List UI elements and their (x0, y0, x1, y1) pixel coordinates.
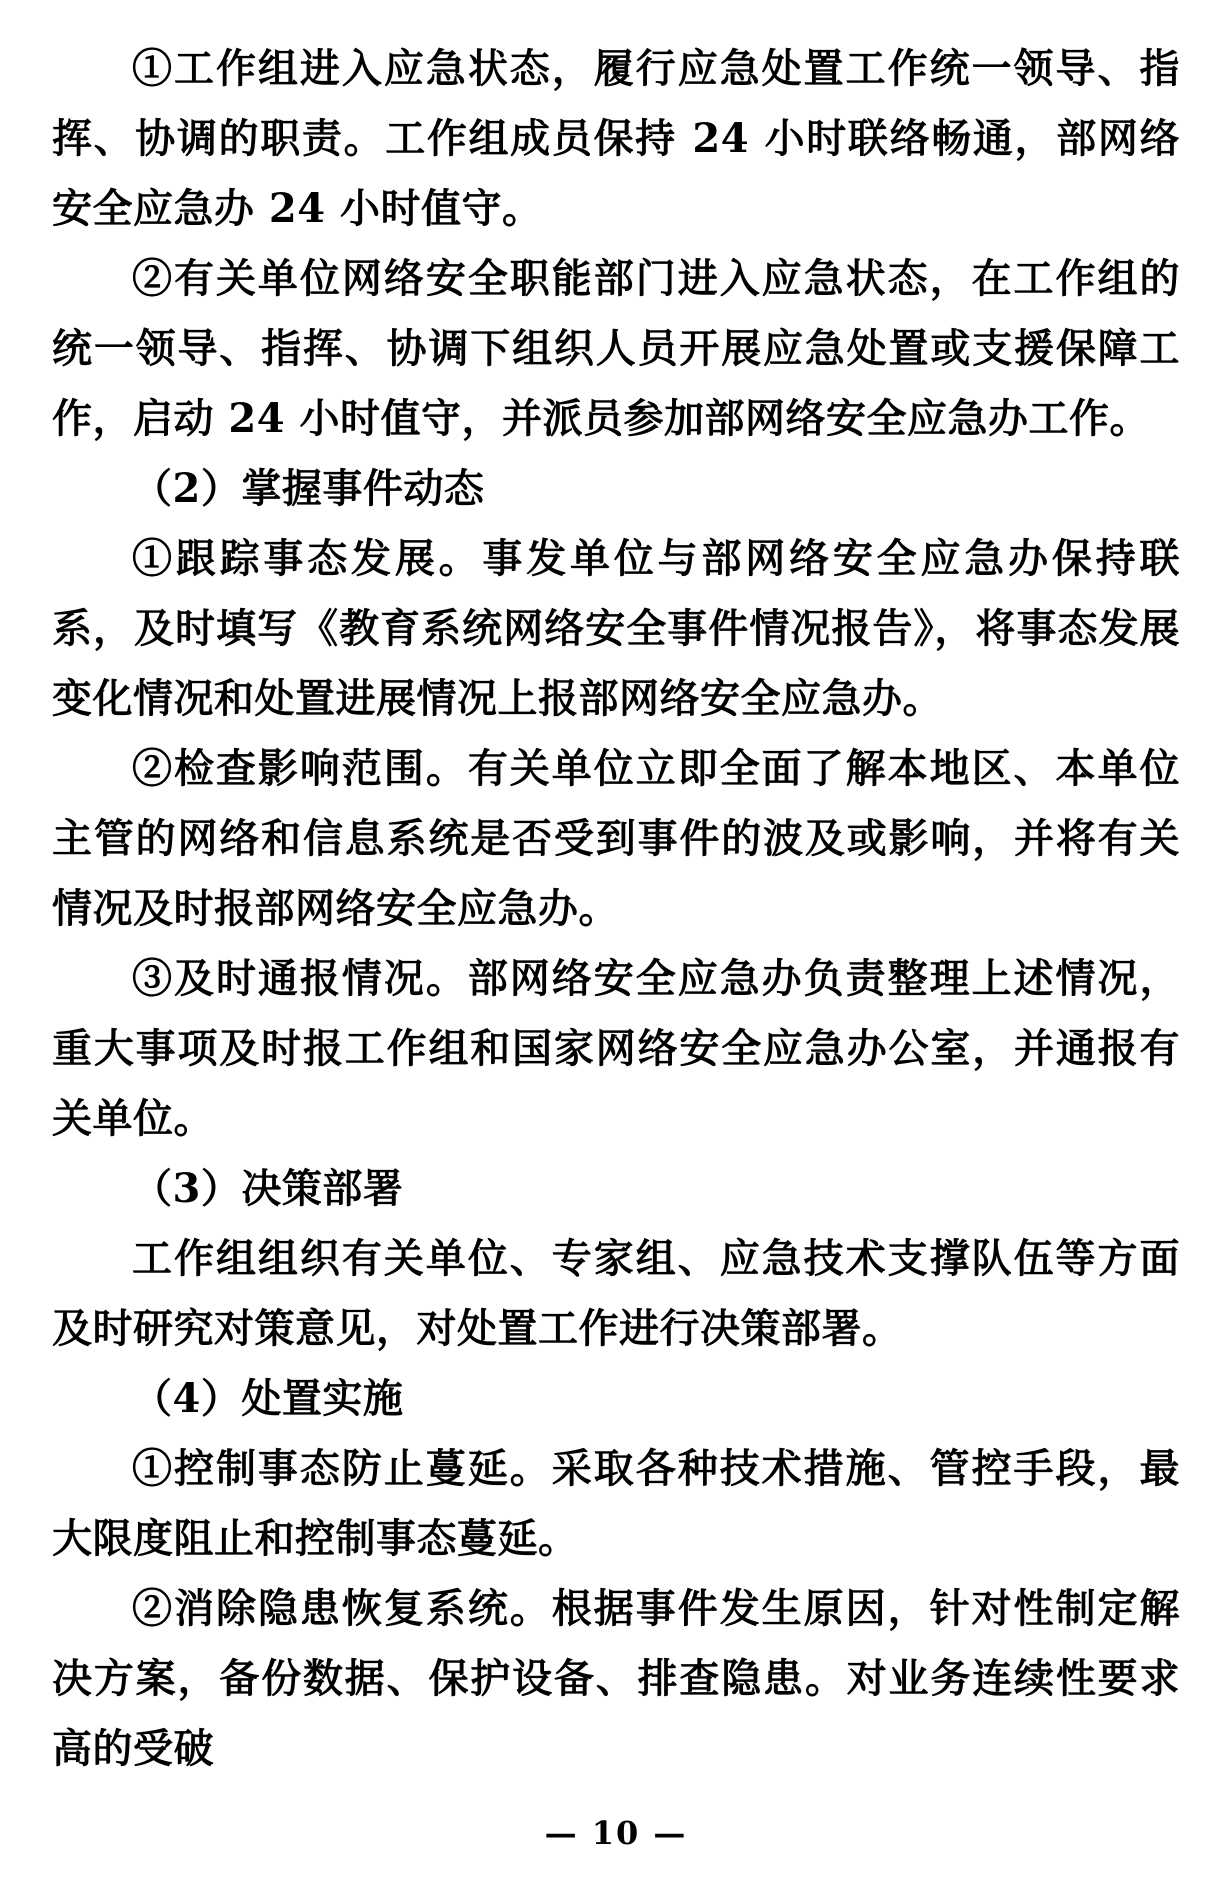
paragraph: ②有关单位网络安全职能部门进入应急状态，在工作组的统一领导、指挥、协调下组织人员开展应急处置或支援保障工作，启动 24 小时值守，并派员参加部网络安全应急办工作。 (52, 255, 1180, 442)
paragraph: （4）处置实施 (132, 1375, 404, 1422)
paragraph: 工作组组织有关单位、专家组、应急技术支撑队伍等方面及时研究对策意见，对处置工作进行决策部署。 (52, 1235, 1180, 1352)
paragraph: ①控制事态防止蔓延。采取各种技术措施、管控手段，最大限度阻止和控制事态蔓延。 (52, 1445, 1180, 1562)
paragraph: （3）决策部署 (132, 1165, 404, 1212)
paragraph: （2）掌握事件动态 (132, 465, 485, 512)
paragraph: ②检查影响范围。有关单位立即全面了解本地区、本单位主管的网络和信息系统是否受到事件的波及或影响，并将有关情况及时报部网络安全应急办。 (52, 745, 1180, 932)
paragraph: ①跟踪事态发展。事发单位与部网络安全应急办保持联系，及时填写《教育系统网络安全事件情况报告》，将事态发展变化情况和处置进展情况上报部网络安全应急办。 (52, 535, 1180, 722)
paragraph: ②消除隐患恢复系统。根据事件发生原因，针对性制定解决方案，备份数据、保护设备、排查隐患。对业务连续性要求高的受破 (52, 1585, 1180, 1772)
page-number: — 10 — (544, 1814, 688, 1852)
paragraph: ③及时通报情况。部网络安全应急办负责整理上述情况，重大事项及时报工作组和国家网络安全应急办公室，并通报有关单位。 (52, 955, 1180, 1142)
paragraph: ①工作组进入应急状态，履行应急处置工作统一领导、指挥、协调的职责。工作组成员保持 24 小时联络畅通，部网络安全应急办 24 小时值守。 (52, 45, 1180, 232)
document-body (52, 34, 1180, 1880)
